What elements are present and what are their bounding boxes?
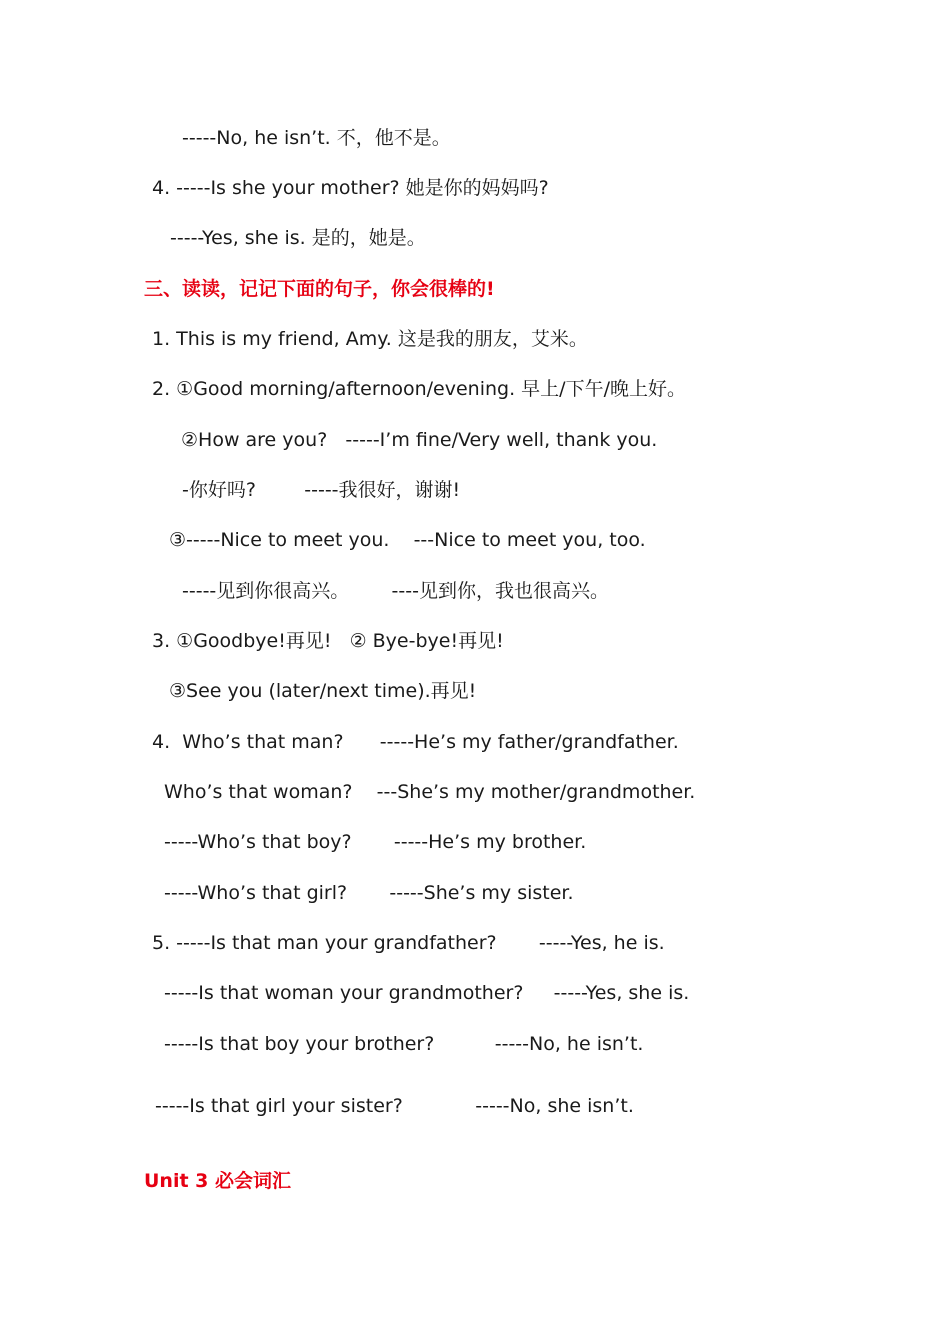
text-line: -----Who’s that girl? -----She’s my sister. [164,882,574,904]
text-line: -----Yes, she is. 是的，她是。 [170,227,426,249]
text-line: 5. -----Is that man your grandfather? -----Yes, he is. [152,932,665,954]
text-line: -----Who’s that boy? -----He’s my brother. [164,831,587,853]
text-line: -----见到你很高兴。 ----见到你，我也很高兴。 [182,580,609,602]
text-line: -----Is that woman your grandmother? -----Yes, she is. [164,982,690,1004]
text-line: 2. ①Good morning/afternoon/evening. 早上/下午/晚上好。 [152,378,686,400]
text-line: 3. ①Goodbye!再见! ② Bye-bye!再见! [152,630,504,652]
text-line: -----Is that girl your sister? -----No, she isn’t. [155,1095,634,1117]
section-heading: 三、读读，记记下面的句子，你会很棒的! [144,278,495,300]
text-line: ③See you (later/next time).再见! [169,680,477,702]
unit-heading: Unit 3 必会词汇 [144,1170,291,1192]
text-line: Who’s that woman? ---She’s my mother/grandmother. [164,781,696,803]
text-line: 1. This is my friend, Amy. 这是我的朋友，艾米。 [152,328,588,350]
text-line: -你好吗? -----我很好，谢谢! [182,479,461,501]
text-line: -----No, he isn’t. 不，他不是。 [182,127,451,149]
text-line: 4. -----Is she your mother? 她是你的妈妈吗? [152,177,549,199]
text-line: ③-----Nice to meet you. ---Nice to meet you, too. [169,529,646,551]
text-line: -----Is that boy your brother? -----No, he isn’t. [164,1033,644,1055]
text-line: ②How are you? -----I’m fine/Very well, thank you. [181,429,658,451]
text-line: 4. Who’s that man? -----He’s my father/grandfather. [152,731,679,753]
